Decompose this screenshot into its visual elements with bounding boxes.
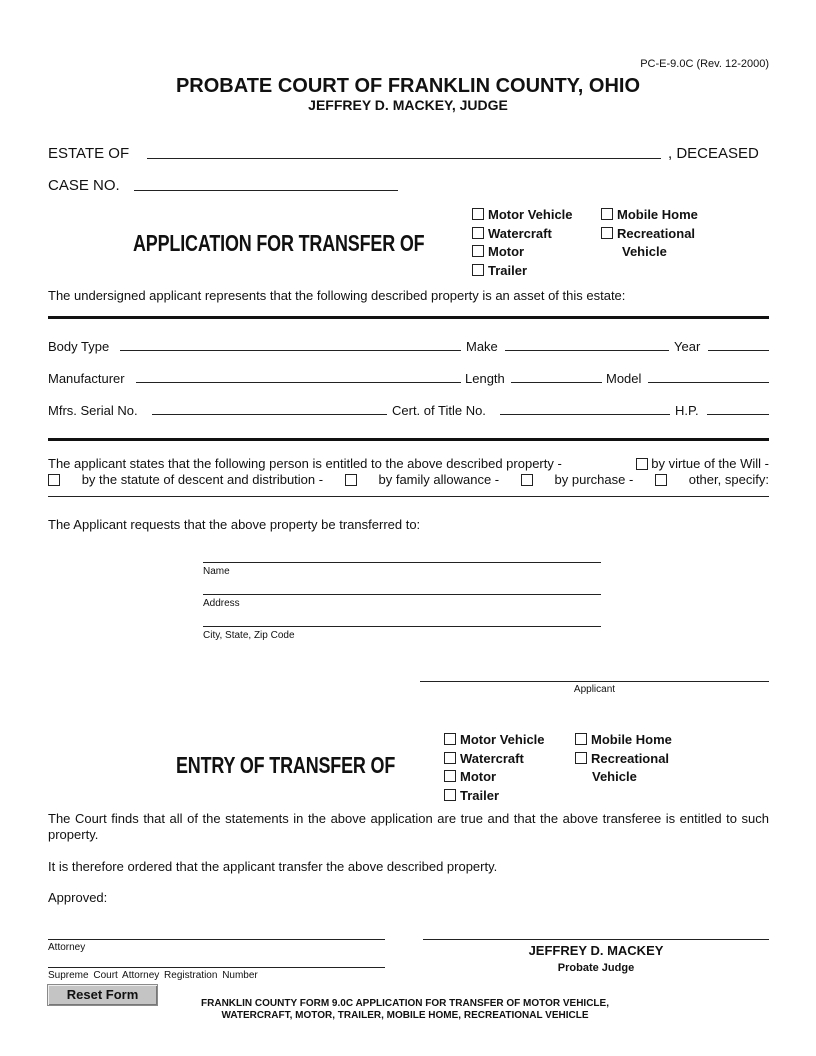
app-option-watercraft[interactable]: Watercraft bbox=[472, 226, 552, 241]
model-input[interactable] bbox=[648, 367, 769, 383]
length-label: Length bbox=[465, 371, 505, 386]
app-option-recreational[interactable]: Recreational bbox=[601, 226, 695, 241]
footer-line-1: FRANKLIN COUNTY FORM 9.0C APPLICATION FOR TRANSFER OF MOTOR VEHICLE, bbox=[201, 998, 609, 1009]
court-finding: The Court finds that all of the statements in the above application are true and that the above transferee is entitled to such property. bbox=[48, 811, 769, 842]
judge-signature-line bbox=[423, 939, 769, 940]
case-no-input[interactable] bbox=[134, 175, 398, 191]
judge-name: JEFFREY D. MACKEY bbox=[528, 943, 664, 958]
motor-checkbox[interactable] bbox=[472, 245, 484, 257]
reset-form-button[interactable]: Reset Form bbox=[47, 984, 158, 1006]
address-label: Address bbox=[203, 598, 240, 609]
entry-option-watercraft[interactable]: Watercraft bbox=[444, 751, 524, 766]
manufacturer-label: Manufacturer bbox=[48, 371, 125, 386]
transferee-city-input[interactable] bbox=[203, 611, 601, 627]
year-input[interactable] bbox=[708, 335, 769, 351]
hp-input[interactable] bbox=[707, 399, 769, 415]
entitlement-statement: The applicant states that the following person is entitled to the above described property - by virtue of the Will - by the statute of descent and distribution - by family allowance - by purchase - other, specify: bbox=[48, 456, 769, 487]
applicant-label: Applicant bbox=[573, 684, 616, 695]
model-label: Model bbox=[606, 371, 642, 386]
motor-vehicle-checkbox[interactable] bbox=[472, 208, 484, 220]
application-statement: The undersigned applicant represents that the following described property is an asset of this estate: bbox=[48, 288, 626, 303]
title-no-input[interactable] bbox=[500, 399, 670, 415]
form-id: PC-E-9.0C (Rev. 12-2000) bbox=[640, 58, 769, 70]
court-order: It is therefore ordered that the applicant transfer the above described property. bbox=[48, 859, 498, 874]
body-type-label: Body Type bbox=[48, 339, 110, 354]
serial-input[interactable] bbox=[152, 399, 387, 415]
entry-mobile-home-checkbox[interactable] bbox=[575, 733, 587, 745]
make-label: Make bbox=[466, 339, 498, 354]
entry-option-mobile-home[interactable]: Mobile Home bbox=[575, 732, 672, 747]
entry-option-recreational[interactable]: Recreational bbox=[575, 751, 669, 766]
entry-option-trailer[interactable]: Trailer bbox=[444, 788, 499, 803]
by-will-checkbox[interactable] bbox=[636, 458, 648, 470]
court-title: PROBATE COURT OF FRANKLIN COUNTY, OHIO bbox=[175, 75, 641, 97]
app-option-motor-vehicle[interactable]: Motor Vehicle bbox=[472, 207, 573, 222]
transferee-address-input[interactable] bbox=[203, 579, 601, 595]
entry-motor-checkbox[interactable] bbox=[444, 770, 456, 782]
deceased-label: , DECEASED bbox=[668, 145, 759, 162]
estate-of-label: ESTATE OF bbox=[48, 145, 130, 162]
attorney-label: Attorney bbox=[48, 942, 86, 953]
mobile-home-checkbox[interactable] bbox=[601, 208, 613, 220]
case-no-label: CASE NO. bbox=[48, 177, 120, 194]
divider-top bbox=[48, 316, 769, 319]
entry-option-motor-vehicle[interactable]: Motor Vehicle bbox=[444, 732, 545, 747]
make-input[interactable] bbox=[505, 335, 669, 351]
manufacturer-input[interactable] bbox=[136, 367, 461, 383]
app-option-trailer[interactable]: Trailer bbox=[472, 263, 527, 278]
divider-bottom bbox=[48, 438, 769, 441]
other-specify-input[interactable] bbox=[48, 481, 769, 497]
judge-subtitle: JEFFREY D. MACKEY, JUDGE bbox=[308, 97, 508, 113]
entry-option-motor[interactable]: Motor bbox=[444, 769, 496, 784]
recreational-checkbox[interactable] bbox=[601, 227, 613, 239]
city-state-zip-label: City, State, Zip Code bbox=[203, 630, 295, 641]
year-label: Year bbox=[674, 339, 701, 354]
applicant-signature-input[interactable] bbox=[420, 666, 769, 682]
footer-line-2: WATERCRAFT, MOTOR, TRAILER, MOBILE HOME, RECREATIONAL VEHICLE bbox=[221, 1010, 589, 1021]
judge-title: Probate Judge bbox=[557, 962, 635, 974]
body-type-input[interactable] bbox=[120, 335, 461, 351]
application-title: APPLICATION FOR TRANSFER OF bbox=[133, 230, 425, 256]
length-input[interactable] bbox=[511, 367, 602, 383]
title-no-label: Cert. of Title No. bbox=[392, 403, 486, 418]
entry-trailer-checkbox[interactable] bbox=[444, 789, 456, 801]
name-label: Name bbox=[203, 566, 230, 577]
estate-name-input[interactable] bbox=[147, 143, 661, 159]
app-option-motor[interactable]: Motor bbox=[472, 244, 524, 259]
watercraft-checkbox[interactable] bbox=[472, 227, 484, 239]
trailer-checkbox[interactable] bbox=[472, 264, 484, 276]
registration-label: Supreme Court Attorney Registration Number bbox=[48, 970, 258, 981]
attorney-signature-input[interactable] bbox=[48, 924, 385, 940]
entry-option-vehicle-label: Vehicle bbox=[592, 769, 637, 784]
transfer-request: The Applicant requests that the above property be transferred to: bbox=[48, 517, 421, 532]
serial-label: Mfrs. Serial No. bbox=[48, 403, 138, 418]
app-option-vehicle-label: Vehicle bbox=[622, 244, 667, 259]
app-option-mobile-home[interactable]: Mobile Home bbox=[601, 207, 698, 222]
entry-recreational-checkbox[interactable] bbox=[575, 752, 587, 764]
transferee-name-input[interactable] bbox=[203, 547, 601, 563]
entry-title: ENTRY OF TRANSFER OF bbox=[176, 752, 396, 778]
hp-label: H.P. bbox=[675, 403, 699, 418]
registration-number-input[interactable] bbox=[48, 952, 385, 968]
entry-motor-vehicle-checkbox[interactable] bbox=[444, 733, 456, 745]
entry-watercraft-checkbox[interactable] bbox=[444, 752, 456, 764]
approved-label: Approved: bbox=[48, 890, 108, 905]
